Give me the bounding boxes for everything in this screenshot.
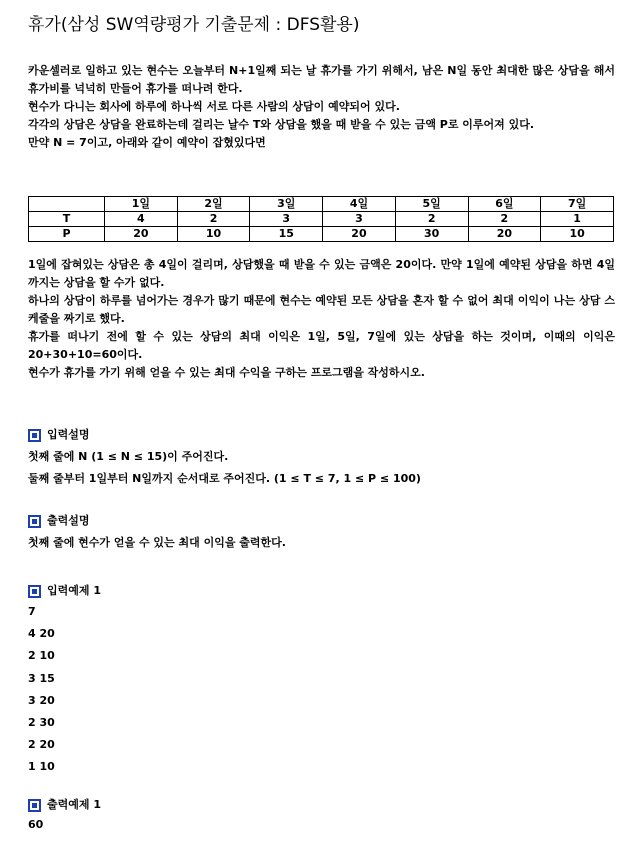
explanation-line: 현수가 휴가를 가기 위해 얻을 수 있는 최대 수익을 구하는 프로그램을 작성하시오. — [28, 366, 425, 379]
table-cell: 10 — [177, 227, 250, 242]
table-cell: 4 — [105, 212, 178, 227]
table-cell: T — [29, 212, 105, 227]
input-desc-heading — [28, 426, 90, 444]
table-cell: 3 — [323, 212, 396, 227]
table-header-cell: 1일 — [105, 197, 178, 212]
table-cell: 20 — [323, 227, 396, 242]
input-desc-line: 둘째 줄부터 1일부터 N일까지 순서대로 주어진다. (1 ≤ T ≤ 7, 1 ≤ P ≤ 100) — [28, 472, 421, 485]
section-square-icon — [28, 515, 41, 528]
input-desc-line: 첫째 줄에 N (1 ≤ N ≤ 15)이 주어진다. — [28, 450, 229, 463]
output-desc-line: 첫째 줄에 현수가 얻을 수 있는 최대 이익을 출력한다. — [28, 536, 286, 549]
table-header-cell: 5일 — [395, 197, 468, 212]
table-cell: 2 — [468, 212, 541, 227]
section-square-icon — [28, 585, 41, 598]
table-cell: P — [29, 227, 105, 242]
input-example-line: 2 10 — [28, 649, 55, 663]
input-example-line: 1 10 — [28, 760, 55, 774]
explanation-paragraph — [28, 256, 615, 382]
table-cell: 15 — [250, 227, 323, 242]
table-cell: 2 — [177, 212, 250, 227]
schedule-table — [28, 196, 614, 242]
table-row-t — [29, 212, 614, 227]
section-heading-label: 입력예제 1 — [47, 584, 101, 597]
table-cell: 20 — [105, 227, 178, 242]
table-header-cell: 4일 — [323, 197, 396, 212]
intro-line: 각각의 상담은 상담을 완료하는데 걸리는 날수 T와 상담을 했을 때 받을 수 있는 금액 P로 이루어져 있다. — [28, 118, 535, 131]
input-example-line: 4 20 — [28, 627, 55, 641]
intro-line: 만약 N = 7이고, 아래와 같이 예약이 잡혔있다면 — [28, 136, 266, 149]
table-cell: 2 — [395, 212, 468, 227]
input-example-line: 7 — [28, 605, 36, 618]
table-header-cell: 3일 — [250, 197, 323, 212]
table-row-p — [29, 227, 614, 242]
table-header-cell: 2일 — [177, 197, 250, 212]
table-cell: 10 — [541, 227, 614, 242]
section-square-icon — [28, 799, 41, 812]
intro-paragraph — [28, 62, 615, 152]
explanation-line: 휴가를 떠나기 전에 할 수 있는 상담의 최대 이익은 1일, 5일, 7일에 있는 상담을 하는 것이며, 이때의 이익은 20+30+10=60이다. — [28, 330, 615, 361]
table-header-cell: 6일 — [468, 197, 541, 212]
output-example-heading — [28, 796, 101, 814]
table-cell: 1 — [541, 212, 614, 227]
input-example-block — [28, 601, 55, 779]
input-example-line: 2 30 — [28, 716, 55, 730]
table-header-row — [29, 197, 614, 212]
output-example-line: 60 — [28, 818, 44, 831]
intro-line: 카운셀러로 일하고 있는 현수는 오늘부터 N+1일째 되는 날 휴가를 가기 위해서, 남은 N일 동안 최대한 많은 상담을 해서 휴가비를 넉넉히 만들어 휴가를 떠나려 한다. — [28, 64, 615, 95]
page-title: 휴가(삼성 SW역량평가 기출문제 : DFS활용) — [28, 15, 360, 35]
section-square-icon — [28, 429, 41, 442]
input-example-line: 3 15 — [28, 671, 55, 685]
table-cell: 30 — [395, 227, 468, 242]
input-example-line: 3 20 — [28, 693, 55, 707]
table-cell: 20 — [468, 227, 541, 242]
explanation-line: 하나의 상담이 하루를 넘어가는 경우가 많기 때문에 현수는 예약된 모든 상담을 혼자 할 수 없어 최대 이익이 나는 상담 스케줄을 짜기로 했다. — [28, 294, 615, 325]
section-heading-label: 출력예제 1 — [47, 798, 101, 811]
intro-line: 현수가 다니는 회사에 하루에 하나씩 서로 다른 사람의 상담이 예약되어 있다. — [28, 100, 400, 113]
table-header-cell — [29, 197, 105, 212]
explanation-line: 1일에 잡혀있는 상담은 총 4일이 걸리며, 상담했을 때 받을 수 있는 금액은 20이다. 만약 1일에 예약된 상담을 하면 4일까지는 상담을 할 수가 없다. — [28, 258, 615, 289]
input-example-line: 2 20 — [28, 738, 55, 752]
table-header-cell: 7일 — [541, 197, 614, 212]
section-heading-label: 입력설명 — [47, 428, 90, 441]
output-desc-heading — [28, 512, 90, 530]
table-cell: 3 — [250, 212, 323, 227]
section-heading-label: 출력설명 — [47, 514, 90, 527]
input-example-heading — [28, 582, 101, 600]
